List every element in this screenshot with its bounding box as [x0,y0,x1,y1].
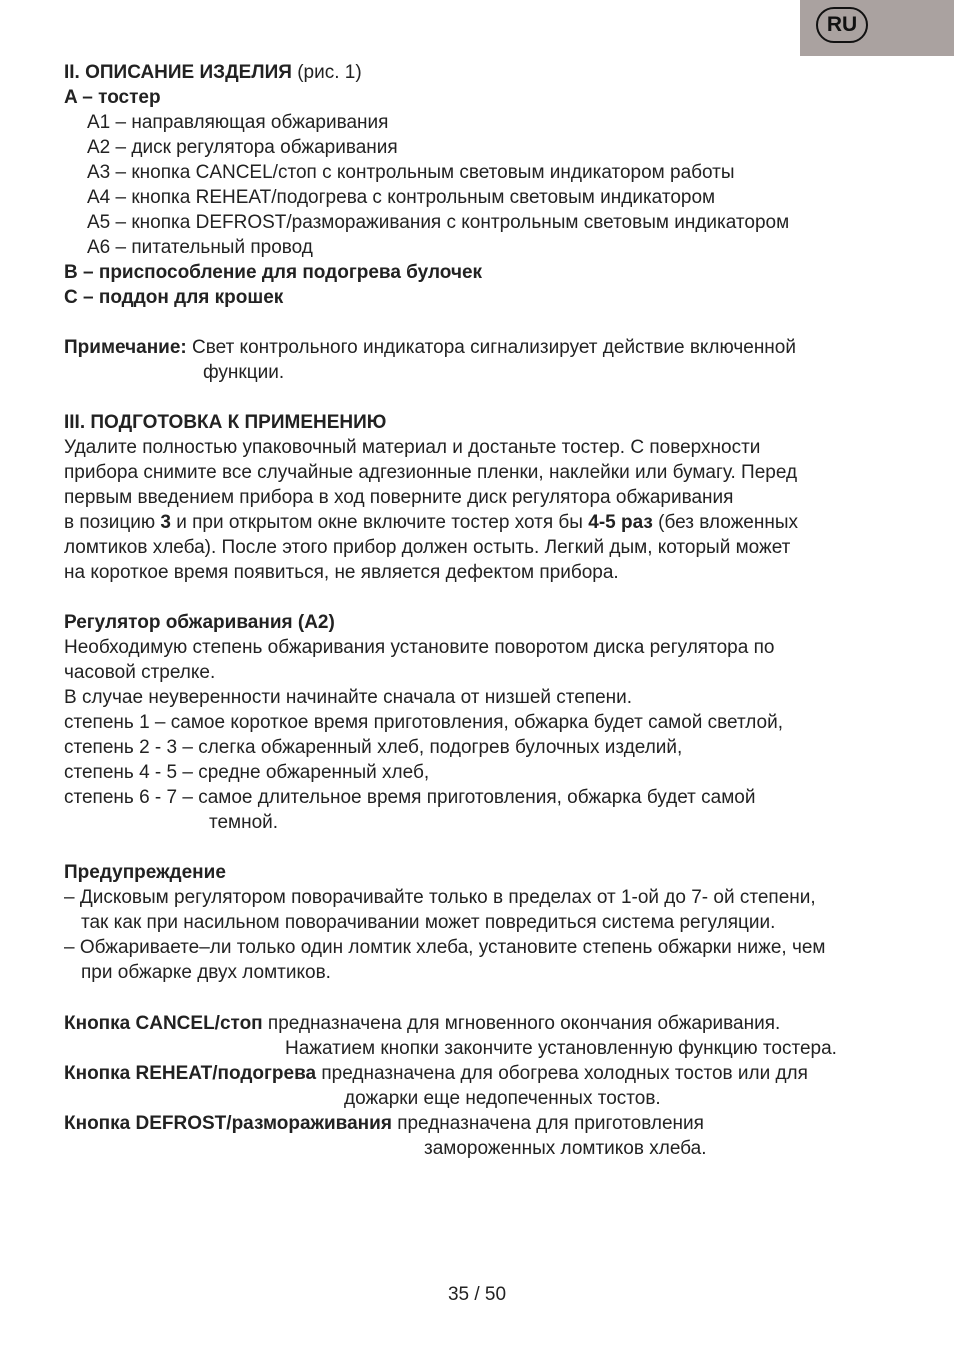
list-item: A2 – диск регулятора обжаривания [87,137,398,158]
section-2-title: II. ОПИСАНИЕ ИЗДЕЛИЯ (рис. 1) [64,62,362,83]
regulator-title: Регулятор обжаривания (A2) [64,612,335,633]
warning-line: – Обжариваете–ли только один ломтик хлеба, установите степень обжарки ниже, чем [64,937,826,958]
paragraph-line: ломтиков хлеба). После этого прибор должен остыть. Легкий дым, который может [64,537,791,558]
paragraph-line: степень 2 - 3 – слегка обжаренный хлеб, подогрев булочных изделий, [64,737,683,758]
paragraph-line: Необходимую степень обжаривания установите поворотом диска регулятора по [64,637,775,658]
defrost-button-desc: Кнопка DEFROST/размораживания предназначена для приготовления [64,1113,704,1134]
defrost-button-desc-2: замороженных ломтиков хлеба. [424,1138,707,1159]
paragraph-line: часовой стрелке. [64,662,216,683]
warning-line: так как при насильном поворачивании может повредиться система регуляции. [81,912,776,933]
part-c-heading: C – поддон для крошек [64,287,284,308]
reheat-button-desc: Кнопка REHEAT/подогрева предназначена для обогрева холодных тостов или для [64,1063,808,1084]
list-item: A3 – кнопка CANCEL/стоп с контрольным световым индикатором работы [87,162,735,183]
reheat-button-desc-2: дожарки еще недопеченных тостов. [344,1088,661,1109]
list-item: A1 – направляющая обжаривания [87,112,389,133]
paragraph-line: степень 4 - 5 – средне обжаренный хлеб, [64,762,430,783]
paragraph-line: степень 6 - 7 – самое длительное время приготовления, обжарка будет самой [64,787,756,808]
section-3-title: III. ПОДГОТОВКА К ПРИМЕНЕНИЮ [64,412,387,433]
paragraph-line: В случае неуверенности начинайте сначала от низшей степени. [64,687,633,708]
page-number: 35 / 50 [447,1284,507,1305]
paragraph-line: Удалите полностью упаковочный материал и достаньте тостер. С поверхности [64,437,761,458]
paragraph-line: первым введением прибора в ход поверните диск регулятора обжаривания [64,487,734,508]
part-b-heading: B – приспособление для подогрева булочек [64,262,483,283]
note-line-2: функции. [203,362,285,383]
paragraph-line: прибора снимите все случайные адгезионные пленки, наклейки или бумагу. Перед [64,462,798,483]
paragraph-line: в позицию 3 и при открытом окне включите тостер хотя бы 4-5 раз (без вложенных [64,512,798,533]
warning-title: Предупреждение [64,862,226,883]
paragraph-line: степень 1 – самое короткое время приготовления, обжарка будет самой светлой, [64,712,784,733]
note-line: Примечание: Свет контрольного индикатора сигнализирует действие включенной [64,337,796,358]
language-tab [800,0,954,56]
warning-line: при обжарке двух ломтиков. [81,962,331,983]
cancel-button-desc: Кнопка CANCEL/стоп предназначена для мгновенного окончания обжаривания. [64,1013,781,1034]
language-badge: RU [816,7,868,43]
list-item: A6 – питательный провод [87,237,313,258]
warning-line: – Дисковым регулятором поворачивайте только в пределах от 1-ой до 7- ой степени, [64,887,816,908]
list-item: A4 – кнопка REHEAT/подогрева с контрольным световым индикатором [87,187,716,208]
paragraph-line: темной. [209,812,279,833]
paragraph-line: на короткое время появиться, не является дефектом прибора. [64,562,619,583]
note-label: Примечание: [64,337,187,358]
cancel-button-desc-2: Нажатием кнопки закончите установленную функцию тостера. [285,1038,837,1059]
list-item: A5 – кнопка DEFROST/размораживания с контрольным световым индикатором [87,212,790,233]
part-a-heading: A – тостер [64,87,161,108]
